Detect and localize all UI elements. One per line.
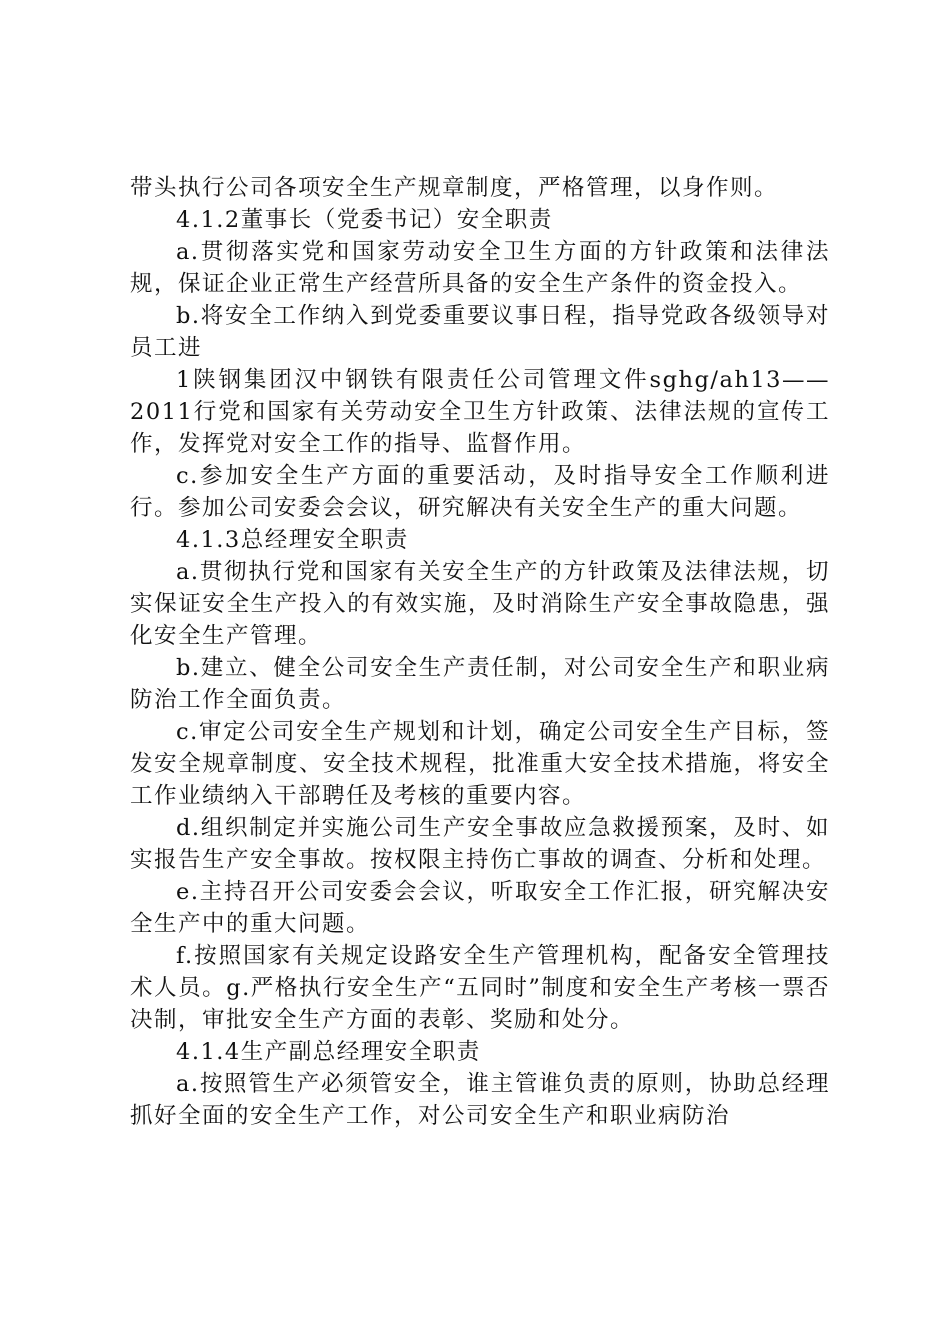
document-body [130,172,830,1132]
section-heading: 4.1.4生产副总经理安全职责 [176,1039,481,1065]
paragraph: d.组织制定并实施公司生产安全事故应急救援预案，及时、如实报告生产安全事故。按权限主持伤亡事故的调查、分析和处理。 [130,815,830,873]
paragraph: 带头执行公司各项安全生产规章制度，严格管理，以身作则。 [130,175,779,201]
section-heading: 4.1.3总经理安全职责 [176,527,409,553]
section-heading: 4.1.2董事长（党委书记）安全职责 [176,207,553,233]
paragraph: c.参加安全生产方面的重要活动，及时指导安全工作顺利进行。参加公司安委会会议，研究解决有关安全生产的重大问题。 [130,463,830,521]
paragraph: b.建立、健全公司安全生产责任制，对公司安全生产和职业病防治工作全面负责。 [130,655,830,713]
paragraph: e.主持召开公司安委会会议，听取安全工作汇报，研究解决安全生产中的重大问题。 [130,879,830,937]
paragraph: c.审定公司安全生产规划和计划，确定公司安全生产目标，签发安全规章制度、安全技术规程，批准重大安全技术措施，将安全工作业绩纳入干部聘任及考核的重要内容。 [130,719,830,809]
paragraph: a.贯彻执行党和国家有关安全生产的方针政策及法律法规，切实保证安全生产投入的有效实施，及时消除生产安全事故隐患，强化安全生产管理。 [130,559,830,649]
paragraph: 1陕钢集团汉中钢铁有限责任公司管理文件sghg/ah13——2011行党和国家有关劳动安全卫生方针政策、法律法规的宣传工作，发挥党对安全工作的指导、监督作用。 [130,367,830,457]
paragraph: a.按照管生产必须管安全，谁主管谁负责的原则，协助总经理抓好全面的安全生产工作，对公司安全生产和职业病防治 [130,1071,830,1129]
paragraph: b.将安全工作纳入到党委重要议事日程，指导党政各级领导对员工进 [130,303,830,361]
paragraph: f.按照国家有关规定设路安全生产管理机构，配备安全管理技术人员。g.严格执行安全生产“五同时”制度和安全生产考核一票否决制，审批安全生产方面的表彰、奖励和处分。 [130,943,830,1033]
paragraph: a.贯彻落实党和国家劳动安全卫生方面的方针政策和法律法规，保证企业正常生产经营所具备的安全生产条件的资金投入。 [130,239,830,297]
